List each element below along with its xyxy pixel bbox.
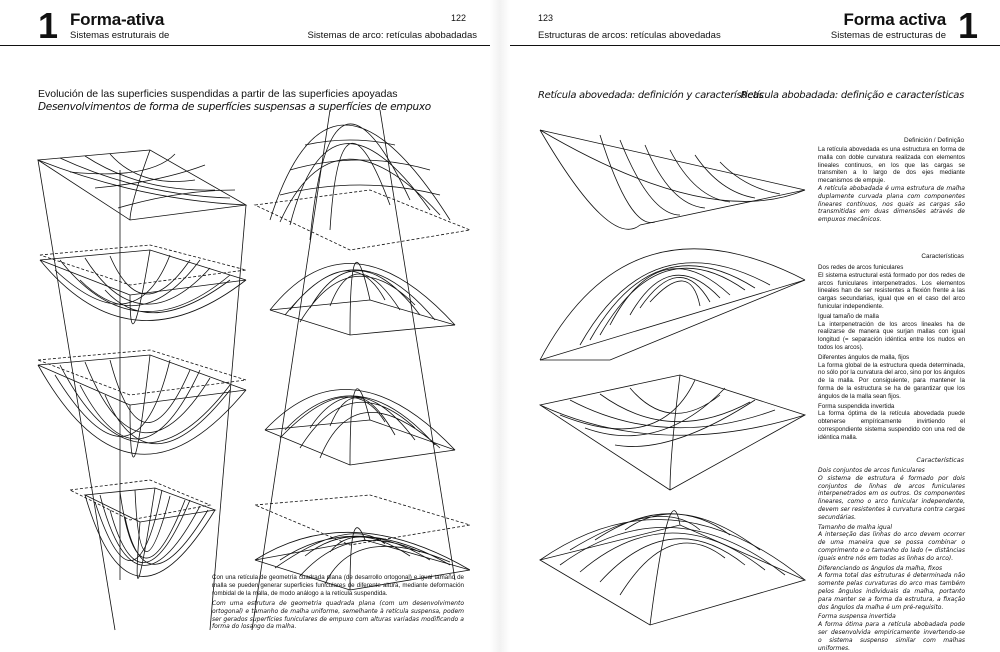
figure-title-es: Retícula abovedada: definición y características [538, 90, 764, 101]
characteristic-text: A forma total das estruturas é determinada não somente pelas curvaturas do arco mas também pelos ângulos individuais da malha, portanto para manter se a forma da estrutura, a fixação dos ângulos da malha é um pré-requisito. [818, 572, 965, 611]
chapter-subtitle: Sistemas estruturais de [70, 30, 170, 41]
characteristic-title: Tamanho de malha igual [818, 523, 893, 531]
characteristic-text: El sistema estructural está formado por dos redes de arcos funiculares interpenetrados. Los elementos lineales han de ser resistentes a flexión frente a las cargas secundarias, igual que en el caso del arco funicular independiente. [818, 271, 965, 310]
body-text-es: Con una retícula de geometría cuadrada plana (de desarrollo ortogonal) e igual tamaño de malla se pueden generar superficies funiculares de diferente altura, mediante deformación rombidal de la malla, de modo análogo a la retícula suspendida. [212, 574, 464, 597]
characteristic-text: A forma ótima para a retícula abobadada pode ser desenvolvida empiricamente invertendo-se o sistema suspenso similar com malhas uniformes. [818, 621, 965, 652]
chapter-number: 1 [38, 5, 59, 46]
section-header: Sistemas de arco: retículas abobadadas [307, 30, 477, 41]
chapter-title: Forma activa [843, 10, 946, 29]
characteristic-text: A interseção das linhas do arco devem ocorrer de uma maneira que se possa combinar o comprimento e o tamanho do lado (= distâncias iguais entre nós em todas as linhas do arco). [818, 531, 965, 562]
characteristic-text: La interpenetración de los arcos lineales ha de realizarse de manera que surjan mallas con igual longitud (= separación idéntica entre los nudos en todos los arcos). [818, 320, 965, 351]
hanging-net-diagram [540, 130, 805, 229]
characteristic-title: Forma suspendida invertida [818, 402, 895, 410]
characteristic-title: Forma suspensa invertida [818, 613, 896, 621]
chapter-number: 1 [957, 5, 978, 46]
characteristic-title: Igual tamaño de malla [818, 312, 879, 320]
chapter-subtitle: Sistemas de estructuras de [830, 30, 946, 41]
suspended-surfaces-illustration [30, 110, 470, 640]
hanging-grid-diagram [540, 375, 805, 490]
header-rule [510, 45, 1000, 46]
characteristics-pt [818, 467, 965, 652]
characteristic-title: Dois conjuntos de arcos funiculares [818, 467, 925, 474]
figure-caption-pt: Desenvolvimentos de forma de superfícies suspensas a superfícies de empuxo [38, 101, 431, 113]
characteristic-text: La forma óptima de la retícula abovedada puede obtenerse empíricamente invirtiendo el correspondiente sistema suspendido con una red de idéntica malla. [818, 410, 965, 441]
section-header: Estructuras de arcos: retículas abovedadas [538, 30, 721, 41]
header-rule [0, 45, 490, 46]
book-gutter [490, 0, 510, 652]
arched-net-diagram [540, 249, 805, 360]
plane-outline [38, 350, 246, 395]
vaulted-grid-illustration [530, 110, 810, 630]
arched-grid-diagram [540, 511, 805, 625]
characteristics-heading-pt: Características [916, 456, 964, 464]
characteristic-text: La forma global de la estructura queda determinada, no sólo por la curvatura del arco, sino por los ángulos de la malla. Por consiguiente, para mantener la forma de la estructura se ha de garantizar que los ángulos de la malla sean fijos. [818, 361, 965, 400]
chapter-title: Forma-ativa [70, 10, 165, 29]
characteristics-es [818, 264, 965, 442]
projection-line [38, 160, 115, 630]
characteristic-title: Dos redes de arcos funiculares [818, 264, 904, 271]
characteristics-heading-es: Características [921, 253, 964, 260]
plane-outline [255, 190, 470, 250]
page-number: 123 [538, 13, 554, 23]
definition-es: La retícula abovedada es una estructura en forma de malla con doble curvatura realizada con elementos lineales continuos, en los que las cargas se transmiten a lo largo de dos ejes mediante mecanismos de empuje. [818, 146, 965, 185]
page-number: 122 [451, 13, 467, 23]
projection-line [210, 205, 246, 630]
right-page [510, 0, 1000, 652]
body-text-pt: Com uma estrutura de geometria quadrada plana (com um desenvolvimento ortogonal) e tamanho de malha uniforme, semelhante à retícula suspensa, podem ser gerados superfícies funiculares de empuxo com alturas variadas modificando a forma do losango da malha. [212, 600, 464, 631]
characteristic-title: Diferentes ángulos de malla, fijos [818, 353, 910, 361]
definition-pt: A retícula abobadada é uma estrutura de malha duplamente curvada plana com componentes lineares contínuos, nos quais as cargas são transmitidas em duas dimensões através de empuxos mecânicos. [818, 185, 965, 224]
suspended-net-1 [38, 150, 246, 220]
figure-caption-es: Evolución de las superficies suspendidas a partir de las superficies apoyadas [38, 88, 398, 100]
characteristic-title: Diferenciando os ângulos da malha, fixos [818, 564, 943, 572]
arch-grid-1 [270, 124, 450, 240]
figure-title-pt: Retícula abobadada: definição e características [740, 90, 964, 101]
characteristic-text: O sistema de estrutura é formado por dois conjuntos de linhas de arcos funiculares interpenetrados em os outros. Os componentes lineares, como o arco funicular independente, devem ser resistentes à curvatura contra cargas secundárias. [818, 474, 965, 521]
suspended-net-2 [40, 250, 246, 324]
left-page [0, 0, 490, 652]
plane-outline [255, 495, 470, 545]
definition-heading: Definición / Definição [903, 137, 964, 144]
